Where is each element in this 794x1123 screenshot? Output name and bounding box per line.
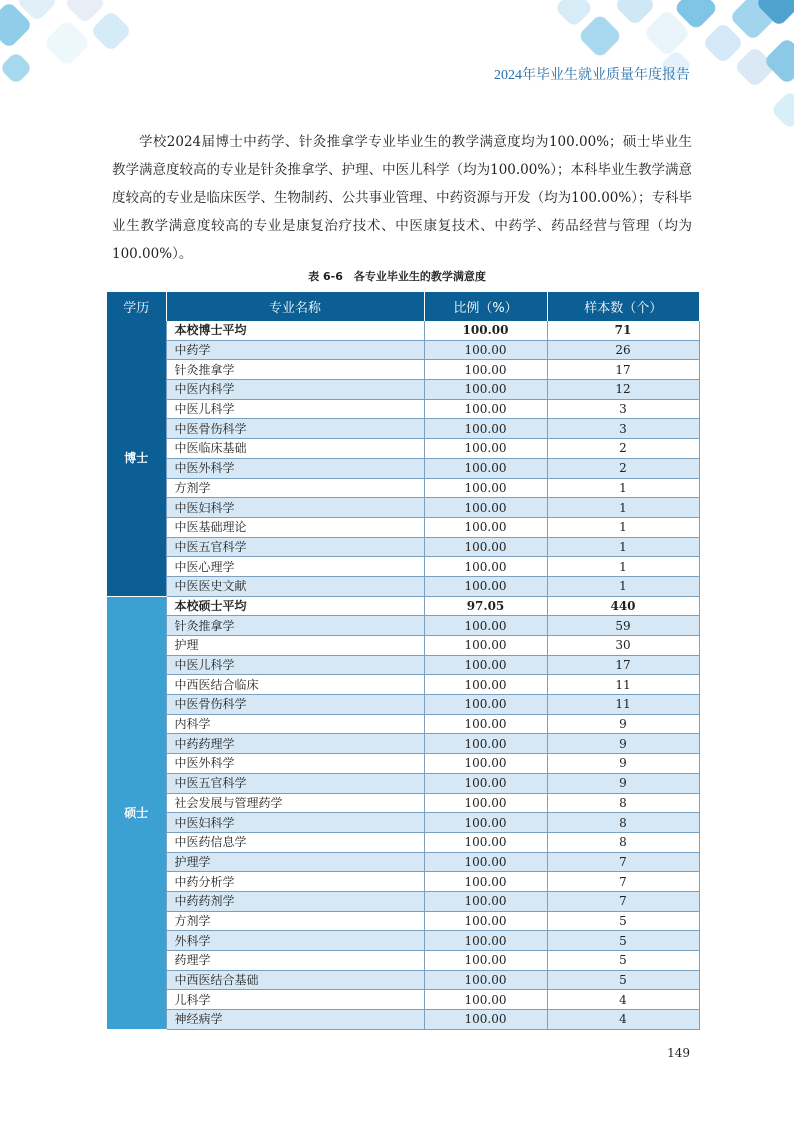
major-name-cell: 护理 bbox=[166, 636, 424, 656]
header-major-name: 专业名称 bbox=[166, 292, 424, 321]
major-name-cell: 中医内科学 bbox=[166, 380, 424, 400]
satisfaction-table bbox=[107, 292, 700, 1030]
major-name-cell: 中医五官科学 bbox=[166, 773, 424, 793]
education-level-cell: 博士 bbox=[107, 321, 166, 596]
major-name-cell: 中药分析学 bbox=[166, 872, 424, 892]
major-name-cell: 中医外科学 bbox=[166, 458, 424, 478]
table-row bbox=[107, 360, 699, 380]
major-name-cell: 中药学 bbox=[166, 340, 424, 360]
table-row bbox=[107, 419, 699, 439]
page-number: 149 bbox=[667, 1046, 690, 1060]
sample-count-cell: 11 bbox=[547, 675, 699, 695]
table-row bbox=[107, 852, 699, 872]
table-row bbox=[107, 793, 699, 813]
header-sample-count: 样本数（个） bbox=[547, 292, 699, 321]
table-row bbox=[107, 478, 699, 498]
major-name-cell: 本校博士平均 bbox=[166, 321, 424, 340]
sample-count-cell: 8 bbox=[547, 813, 699, 833]
table-row-average bbox=[107, 321, 699, 340]
major-name-cell: 方剂学 bbox=[166, 911, 424, 931]
table-row bbox=[107, 970, 699, 990]
ratio-cell: 100.00 bbox=[424, 931, 547, 951]
ratio-cell: 100.00 bbox=[424, 360, 547, 380]
ratio-cell: 100.00 bbox=[424, 576, 547, 596]
table-row bbox=[107, 616, 699, 636]
table-row bbox=[107, 990, 699, 1010]
header-ratio: 比例（%） bbox=[424, 292, 547, 321]
table-row bbox=[107, 695, 699, 715]
major-name-cell: 中医骨伤科学 bbox=[166, 695, 424, 715]
table-row bbox=[107, 655, 699, 675]
table-header-row bbox=[107, 292, 699, 321]
ratio-cell: 100.00 bbox=[424, 1010, 547, 1030]
table-row bbox=[107, 340, 699, 360]
ratio-cell: 100.00 bbox=[424, 773, 547, 793]
table-row bbox=[107, 399, 699, 419]
sample-count-cell: 9 bbox=[547, 734, 699, 754]
sample-count-cell: 59 bbox=[547, 616, 699, 636]
sample-count-cell: 1 bbox=[547, 557, 699, 577]
sample-count-cell: 1 bbox=[547, 517, 699, 537]
ratio-cell: 100.00 bbox=[424, 478, 547, 498]
table-row-average bbox=[107, 596, 699, 616]
table-row bbox=[107, 931, 699, 951]
major-name-cell: 中医医史文献 bbox=[166, 576, 424, 596]
sample-count-cell: 4 bbox=[547, 1010, 699, 1030]
table-row bbox=[107, 813, 699, 833]
table-row bbox=[107, 734, 699, 754]
sample-count-cell: 4 bbox=[547, 990, 699, 1010]
ratio-cell: 100.00 bbox=[424, 695, 547, 715]
sample-count-cell: 2 bbox=[547, 458, 699, 478]
ratio-cell: 100.00 bbox=[424, 655, 547, 675]
sample-count-cell: 7 bbox=[547, 852, 699, 872]
ratio-cell: 100.00 bbox=[424, 399, 547, 419]
sample-count-cell: 9 bbox=[547, 714, 699, 734]
major-name-cell: 中药药理学 bbox=[166, 734, 424, 754]
body-paragraph: 学校2024届博士中药学、针灸推拿学专业毕业生的教学满意度均为100.00%；硕士毕业生教学满意度较高的专业是针灸推拿学、护理、中医儿科学（均为100.00%）；本科毕业生教学满意度较高的专业是临床医学、生物制药、公共事业管理、中药资源与开发（均为100.00%）；专科毕业生教学满意度较高的专业是康复治疗技术、中医康复技术、中药学、药品经营与管理（均为100.00%）。 bbox=[112, 134, 692, 262]
table-row bbox=[107, 439, 699, 459]
sample-count-cell: 17 bbox=[547, 655, 699, 675]
sample-count-cell: 1 bbox=[547, 576, 699, 596]
major-name-cell: 中医外科学 bbox=[166, 754, 424, 774]
major-name-cell: 方剂学 bbox=[166, 478, 424, 498]
table-row bbox=[107, 1010, 699, 1030]
report-header-title: 2024年毕业生就业质量年度报告 bbox=[494, 68, 690, 83]
major-name-cell: 中医药信息学 bbox=[166, 832, 424, 852]
major-name-cell: 内科学 bbox=[166, 714, 424, 734]
sample-count-cell: 3 bbox=[547, 419, 699, 439]
ratio-cell: 100.00 bbox=[424, 891, 547, 911]
ratio-cell: 100.00 bbox=[424, 537, 547, 557]
education-level-cell: 硕士 bbox=[107, 596, 166, 1029]
ratio-cell: 100.00 bbox=[424, 498, 547, 518]
major-name-cell: 护理学 bbox=[166, 852, 424, 872]
major-name-cell: 中医基础理论 bbox=[166, 517, 424, 537]
major-name-cell: 外科学 bbox=[166, 931, 424, 951]
sample-count-cell: 1 bbox=[547, 478, 699, 498]
ratio-cell: 100.00 bbox=[424, 380, 547, 400]
table-row bbox=[107, 714, 699, 734]
ratio-cell: 100.00 bbox=[424, 321, 547, 340]
major-name-cell: 中医临床基础 bbox=[166, 439, 424, 459]
major-name-cell: 中西医结合临床 bbox=[166, 675, 424, 695]
major-name-cell: 中医骨伤科学 bbox=[166, 419, 424, 439]
ratio-cell: 100.00 bbox=[424, 951, 547, 971]
table-caption: 表 6-6 各专业毕业生的教学满意度 bbox=[308, 270, 486, 283]
major-name-cell: 社会发展与管理药学 bbox=[166, 793, 424, 813]
sample-count-cell: 1 bbox=[547, 498, 699, 518]
ratio-cell: 100.00 bbox=[424, 458, 547, 478]
major-name-cell: 针灸推拿学 bbox=[166, 616, 424, 636]
major-name-cell: 中医妇科学 bbox=[166, 813, 424, 833]
table-row bbox=[107, 557, 699, 577]
ratio-cell: 100.00 bbox=[424, 793, 547, 813]
ratio-cell: 100.00 bbox=[424, 990, 547, 1010]
sample-count-cell: 30 bbox=[547, 636, 699, 656]
ratio-cell: 97.05 bbox=[424, 596, 547, 616]
major-name-cell: 药理学 bbox=[166, 951, 424, 971]
table-body bbox=[107, 321, 699, 1029]
ratio-cell: 100.00 bbox=[424, 813, 547, 833]
ratio-cell: 100.00 bbox=[424, 616, 547, 636]
sample-count-cell: 7 bbox=[547, 891, 699, 911]
major-name-cell: 中医儿科学 bbox=[166, 655, 424, 675]
ratio-cell: 100.00 bbox=[424, 636, 547, 656]
ratio-cell: 100.00 bbox=[424, 675, 547, 695]
major-name-cell: 中医儿科学 bbox=[166, 399, 424, 419]
table-row bbox=[107, 951, 699, 971]
table-row bbox=[107, 537, 699, 557]
ratio-cell: 100.00 bbox=[424, 714, 547, 734]
table-row bbox=[107, 773, 699, 793]
table-row bbox=[107, 872, 699, 892]
table-row bbox=[107, 911, 699, 931]
table-row bbox=[107, 458, 699, 478]
sample-count-cell: 5 bbox=[547, 911, 699, 931]
sample-count-cell: 440 bbox=[547, 596, 699, 616]
sample-count-cell: 8 bbox=[547, 832, 699, 852]
table-row bbox=[107, 754, 699, 774]
table-row bbox=[107, 891, 699, 911]
table-row bbox=[107, 498, 699, 518]
major-name-cell: 中医妇科学 bbox=[166, 498, 424, 518]
sample-count-cell: 1 bbox=[547, 537, 699, 557]
sample-count-cell: 8 bbox=[547, 793, 699, 813]
ratio-cell: 100.00 bbox=[424, 439, 547, 459]
ratio-cell: 100.00 bbox=[424, 340, 547, 360]
major-name-cell: 神经病学 bbox=[166, 1010, 424, 1030]
sample-count-cell: 11 bbox=[547, 695, 699, 715]
sample-count-cell: 5 bbox=[547, 951, 699, 971]
ratio-cell: 100.00 bbox=[424, 734, 547, 754]
sample-count-cell: 12 bbox=[547, 380, 699, 400]
sample-count-cell: 5 bbox=[547, 931, 699, 951]
table-row bbox=[107, 517, 699, 537]
major-name-cell: 中药药剂学 bbox=[166, 891, 424, 911]
sample-count-cell: 17 bbox=[547, 360, 699, 380]
table-row bbox=[107, 675, 699, 695]
major-name-cell: 中医心理学 bbox=[166, 557, 424, 577]
table-row bbox=[107, 380, 699, 400]
sample-count-cell: 71 bbox=[547, 321, 699, 340]
major-name-cell: 本校硕士平均 bbox=[166, 596, 424, 616]
ratio-cell: 100.00 bbox=[424, 872, 547, 892]
ratio-cell: 100.00 bbox=[424, 911, 547, 931]
ratio-cell: 100.00 bbox=[424, 754, 547, 774]
major-name-cell: 中西医结合基础 bbox=[166, 970, 424, 990]
ratio-cell: 100.00 bbox=[424, 852, 547, 872]
major-name-cell: 儿科学 bbox=[166, 990, 424, 1010]
ratio-cell: 100.00 bbox=[424, 517, 547, 537]
sample-count-cell: 7 bbox=[547, 872, 699, 892]
ratio-cell: 100.00 bbox=[424, 419, 547, 439]
sample-count-cell: 2 bbox=[547, 439, 699, 459]
sample-count-cell: 9 bbox=[547, 754, 699, 774]
header-education: 学历 bbox=[107, 292, 166, 321]
table-row bbox=[107, 576, 699, 596]
ratio-cell: 100.00 bbox=[424, 832, 547, 852]
ratio-cell: 100.00 bbox=[424, 557, 547, 577]
major-name-cell: 中医五官科学 bbox=[166, 537, 424, 557]
sample-count-cell: 9 bbox=[547, 773, 699, 793]
sample-count-cell: 3 bbox=[547, 399, 699, 419]
sample-count-cell: 26 bbox=[547, 340, 699, 360]
sample-count-cell: 5 bbox=[547, 970, 699, 990]
ratio-cell: 100.00 bbox=[424, 970, 547, 990]
table-row bbox=[107, 636, 699, 656]
major-name-cell: 针灸推拿学 bbox=[166, 360, 424, 380]
table-row bbox=[107, 832, 699, 852]
